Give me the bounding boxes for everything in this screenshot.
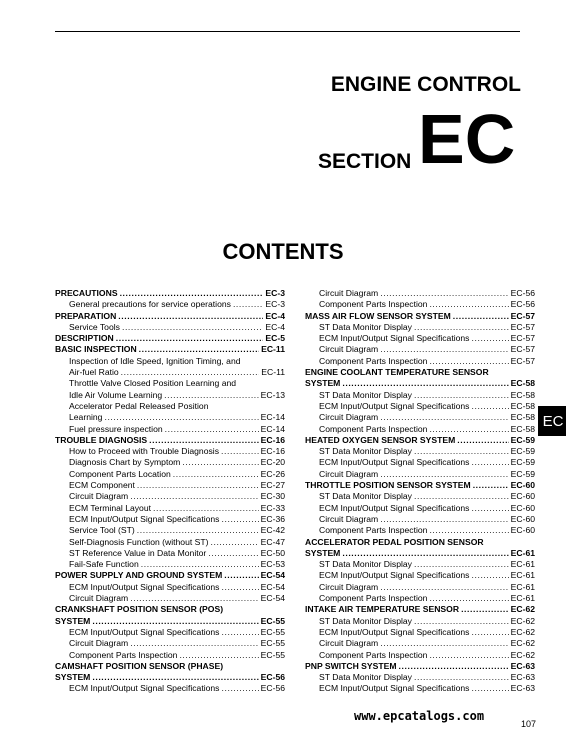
dot-leader <box>414 616 509 627</box>
toc-entry[interactable] <box>305 593 535 604</box>
dot-leader <box>221 627 258 638</box>
toc-entry[interactable] <box>305 683 535 694</box>
toc-entry-title: Circuit Diagram <box>69 491 129 502</box>
toc-entry-title: Air-fuel Ratio <box>69 367 119 378</box>
toc-entry[interactable] <box>55 683 285 694</box>
toc-entry-page: EC-62 <box>510 615 535 626</box>
toc-entry[interactable] <box>305 424 535 435</box>
toc-entry[interactable] <box>305 333 535 344</box>
page-number: 107 <box>521 719 537 729</box>
toc-entry[interactable] <box>55 570 285 581</box>
toc-entry-page: EC-13 <box>260 389 285 400</box>
toc-entry-page: EC-47 <box>260 536 285 547</box>
toc-entry-title: ECM Input/Output Signal Specifications <box>69 513 220 524</box>
toc-entry-page: EC-14 <box>260 423 285 434</box>
toc-entry-title: PREPARATION <box>55 310 117 321</box>
toc-entry-title: Component Parts Inspection <box>319 299 428 310</box>
dot-leader <box>165 424 259 435</box>
toc-entry[interactable] <box>305 367 535 378</box>
toc-entry-page: EC-11 <box>261 367 285 378</box>
toc-entry-title: General precautions for service operations <box>69 299 231 310</box>
dot-leader <box>380 469 508 480</box>
toc-entry[interactable] <box>55 401 285 412</box>
toc-entry-page: EC-58 <box>510 389 535 400</box>
toc-entry-title: ST Reference Value in Data Monitor <box>69 547 207 558</box>
section-label: SECTION <box>318 150 412 173</box>
toc-entry-title: ST Data Monitor Display <box>319 615 412 626</box>
dot-leader <box>221 446 259 457</box>
dot-leader <box>120 288 264 299</box>
toc-entry[interactable] <box>55 503 285 514</box>
toc-entry-page: EC-60 <box>510 525 535 536</box>
dot-leader <box>92 672 258 683</box>
toc-entry-title: MASS AIR FLOW SENSOR SYSTEM <box>305 310 451 321</box>
dot-leader <box>130 593 258 604</box>
toc-entry-title: ACCELERATOR PEDAL POSITION SENSOR <box>305 536 484 547</box>
dot-leader <box>221 683 258 694</box>
toc-entry-title: ST Data Monitor Display <box>319 446 412 457</box>
dot-leader <box>116 333 264 344</box>
dot-leader <box>380 412 508 423</box>
toc-entry-page: EC-14 <box>260 412 285 423</box>
toc-entry[interactable] <box>305 638 535 649</box>
toc-entry-title: ENGINE COOLANT TEMPERATURE SENSOR <box>305 367 489 378</box>
toc-entry-page: EC-54 <box>260 593 285 604</box>
toc-entry-title: DESCRIPTION <box>55 333 114 344</box>
toc-entry-title: TROUBLE DIAGNOSIS <box>55 434 148 445</box>
dot-leader <box>224 570 258 581</box>
toc-entry-page: EC-56 <box>510 299 535 310</box>
dot-leader <box>221 582 258 593</box>
toc-entry[interactable] <box>305 469 535 480</box>
toc-entry-page: EC-61 <box>510 559 535 570</box>
toc-entry-page: EC-63 <box>510 683 535 694</box>
toc-entry-title: Learning <box>69 412 103 423</box>
dot-leader <box>92 616 258 627</box>
toc-entry-page: EC-55 <box>260 638 285 649</box>
toc-entry-page: EC-33 <box>260 502 285 513</box>
toc-entry-page: EC-58 <box>510 378 535 389</box>
toc-entry-page: EC-59 <box>510 468 535 479</box>
dot-leader <box>429 299 508 310</box>
dot-leader <box>471 503 508 514</box>
toc-entry-title: Fuel pressure inspection <box>69 423 163 434</box>
toc-entry[interactable] <box>55 582 285 593</box>
toc-entry[interactable] <box>305 548 535 559</box>
toc-entry-page: EC-59 <box>510 446 535 457</box>
toc-entry-page: EC-55 <box>260 649 285 660</box>
toc-entry-title: Component Parts Inspection <box>319 649 428 660</box>
toc-entry[interactable] <box>55 344 285 355</box>
toc-entry[interactable] <box>305 356 535 367</box>
dot-leader <box>137 525 259 536</box>
toc-entry-title: Circuit Diagram <box>319 581 379 592</box>
toc-entry[interactable] <box>305 412 535 423</box>
dot-leader <box>414 559 509 570</box>
toc-entry[interactable] <box>55 390 285 401</box>
dot-leader <box>118 311 263 322</box>
dot-leader <box>380 638 508 649</box>
toc-entry-title: Service Tool (ST) <box>69 525 135 536</box>
toc-entry-title: Circuit Diagram <box>319 468 379 479</box>
toc-entry[interactable] <box>55 537 285 548</box>
toc-entry[interactable] <box>305 390 535 401</box>
dot-leader <box>414 672 509 683</box>
toc-entry-title: ECM Input/Output Signal Specifications <box>319 333 470 344</box>
toc-entry-title: ECM Input/Output Signal Specifications <box>319 683 470 694</box>
toc-entry[interactable] <box>55 311 285 322</box>
dot-leader <box>153 503 259 514</box>
toc-entry-title: ECM Terminal Layout <box>69 502 151 513</box>
toc-entry-title: ST Data Monitor Display <box>319 321 412 332</box>
toc-entry-title: Fail-Safe Function <box>69 559 139 570</box>
toc-entry-title: ECM Component <box>69 480 135 491</box>
toc-entry-page: EC-4 <box>265 321 285 332</box>
toc-entry[interactable] <box>55 435 285 446</box>
dot-leader <box>179 650 258 661</box>
toc-entry[interactable] <box>55 548 285 559</box>
toc-entry-title: THROTTLE POSITION SENSOR SYSTEM <box>305 480 471 491</box>
dot-leader <box>429 356 508 367</box>
toc-entry-title: Component Parts Location <box>69 468 171 479</box>
toc-entry-page: EC-56 <box>510 288 535 298</box>
toc-right-column <box>305 288 535 695</box>
dot-leader <box>139 344 259 355</box>
toc-entry-title: SYSTEM <box>55 672 91 683</box>
dot-leader <box>342 378 508 389</box>
toc-entry[interactable] <box>305 378 535 389</box>
dot-leader <box>471 457 508 468</box>
toc-entry-title: BASIC INSPECTION <box>55 344 137 355</box>
toc-entry-title: Circuit Diagram <box>319 638 379 649</box>
dot-leader <box>429 424 508 435</box>
toc-entry-page: EC-3 <box>265 288 285 298</box>
dot-leader <box>461 604 509 615</box>
dot-leader <box>221 514 258 525</box>
toc-entry[interactable] <box>305 503 535 514</box>
toc-entry[interactable] <box>305 582 535 593</box>
toc-entry[interactable] <box>305 435 535 446</box>
toc-entry-title: ECM Input/Output Signal Specifications <box>69 626 220 637</box>
toc-entry-title: Circuit Diagram <box>319 288 379 298</box>
toc-entry-page: EC-26 <box>260 468 285 479</box>
dot-leader <box>471 570 508 581</box>
section-code: EC <box>418 100 516 178</box>
dot-leader <box>471 333 508 344</box>
toc-entry-page: EC-60 <box>510 502 535 513</box>
toc-entry[interactable] <box>55 356 285 367</box>
toc-entry[interactable] <box>305 311 535 322</box>
dot-leader <box>429 593 508 604</box>
toc-entry-title: INTAKE AIR TEMPERATURE SENSOR <box>305 604 460 615</box>
toc-entry[interactable] <box>305 604 535 615</box>
dot-leader <box>414 322 509 333</box>
toc-entry-page: EC-62 <box>510 626 535 637</box>
toc-entry-title: ECM Input/Output Signal Specifications <box>319 400 470 411</box>
toc-entry[interactable] <box>55 288 285 299</box>
toc-entry[interactable] <box>305 661 535 672</box>
toc-entry-title: Inspection of Idle Speed, Ignition Timing, and <box>69 355 241 366</box>
toc-entry[interactable] <box>305 288 535 299</box>
toc-entry-title: SYSTEM <box>305 547 341 558</box>
section-tab: EC <box>538 406 566 436</box>
toc-entry-page: EC-3 <box>265 299 285 310</box>
toc-entry-title: How to Proceed with Trouble Diagnosis <box>69 446 219 457</box>
dot-leader <box>453 311 509 322</box>
toc-entry[interactable] <box>55 672 285 683</box>
toc-entry-page: EC-4 <box>265 310 285 321</box>
toc-entry-page: EC-62 <box>510 604 535 615</box>
dot-leader <box>104 412 258 423</box>
toc-entry-title: Service Tools <box>69 321 120 332</box>
dot-leader <box>182 457 258 468</box>
toc-entry-page: EC-55 <box>260 615 285 626</box>
toc-entry[interactable] <box>55 491 285 502</box>
toc-entry-page: EC-58 <box>510 423 535 434</box>
toc-entry-page: EC-61 <box>510 547 535 558</box>
toc-entry-page: EC-61 <box>510 570 535 581</box>
toc-entry-title: SYSTEM <box>55 615 91 626</box>
toc-entry-page: EC-20 <box>260 457 285 468</box>
toc-entry-title: ECM Input/Output Signal Specifications <box>319 502 470 513</box>
toc-entry-page: EC-59 <box>510 434 535 445</box>
dot-leader <box>473 480 509 491</box>
toc-entry-page: EC-60 <box>510 491 535 502</box>
toc-entry-page: EC-58 <box>510 412 535 423</box>
toc-entry[interactable] <box>305 627 535 638</box>
dot-leader <box>130 491 258 502</box>
toc-entry-title: ECM Input/Output Signal Specifications <box>69 581 220 592</box>
toc-entry-title: Component Parts Inspection <box>319 355 428 366</box>
toc-entry-page: EC-56 <box>260 672 285 683</box>
dot-leader <box>380 514 508 525</box>
dot-leader <box>457 435 508 446</box>
toc-entry[interactable] <box>55 638 285 649</box>
toc-entry[interactable] <box>305 514 535 525</box>
dot-leader <box>137 480 259 491</box>
toc-entry[interactable] <box>55 299 285 310</box>
toc-entry-page: EC-56 <box>260 683 285 694</box>
dot-leader <box>210 537 258 548</box>
toc-entry[interactable] <box>305 616 535 627</box>
toc-entry-page: EC-54 <box>260 570 285 581</box>
toc-entry-title: ECM Input/Output Signal Specifications <box>319 457 470 468</box>
dot-leader <box>121 367 260 378</box>
dot-leader <box>208 548 258 559</box>
toc-entry-title: Circuit Diagram <box>69 593 129 604</box>
toc-entry-page: EC-59 <box>510 457 535 468</box>
toc-entry[interactable] <box>55 604 285 615</box>
dot-leader <box>149 435 258 446</box>
toc-entry-page: EC-16 <box>260 434 285 445</box>
toc-entry[interactable] <box>305 559 535 570</box>
toc-entry[interactable] <box>305 401 535 412</box>
toc-entry-page: EC-42 <box>260 525 285 536</box>
toc-entry[interactable] <box>55 412 285 423</box>
toc-entry-page: EC-55 <box>260 626 285 637</box>
toc-entry[interactable] <box>305 525 535 536</box>
toc-entry[interactable] <box>305 299 535 310</box>
toc-entry[interactable] <box>55 480 285 491</box>
toc-entry-title: ST Data Monitor Display <box>319 491 412 502</box>
dot-leader <box>130 638 258 649</box>
toc-entry-page: EC-61 <box>510 593 535 604</box>
toc-entry-page: EC-30 <box>260 491 285 502</box>
toc-entry-page: EC-61 <box>510 581 535 592</box>
dot-leader <box>399 661 509 672</box>
dot-leader <box>164 390 258 401</box>
toc-entry-title: Circuit Diagram <box>319 344 379 355</box>
toc-entry[interactable] <box>55 446 285 457</box>
toc-entry-page: EC-11 <box>261 344 285 355</box>
toc-entry-title: Throttle Valve Closed Position Learning and <box>69 378 237 389</box>
toc-entry-page: EC-57 <box>510 310 535 321</box>
toc-entry-page: EC-54 <box>260 581 285 592</box>
dot-leader <box>471 401 508 412</box>
dot-leader <box>429 650 508 661</box>
toc-entry-page: EC-50 <box>260 547 285 558</box>
toc-entry[interactable] <box>55 627 285 638</box>
toc-entry[interactable] <box>55 367 285 378</box>
dot-leader <box>380 582 508 593</box>
dot-leader <box>173 469 259 480</box>
toc-entry[interactable] <box>305 672 535 683</box>
toc-entry-page: EC-63 <box>510 672 535 683</box>
toc-entry[interactable] <box>305 446 535 457</box>
toc-entry-page: EC-57 <box>510 355 535 366</box>
toc-entry-title: Accelerator Pedal Released Position <box>69 400 209 411</box>
toc-entry-title: ST Data Monitor Display <box>319 559 412 570</box>
toc-entry-page: EC-62 <box>510 649 535 660</box>
toc-entry-title: Self-Diagnosis Function (without ST) <box>69 536 209 547</box>
toc-entry[interactable] <box>55 593 285 604</box>
toc-entry-page: EC-63 <box>510 660 535 671</box>
toc-entry-page: EC-60 <box>510 513 535 524</box>
toc-entry-title: ECM Input/Output Signal Specifications <box>69 683 220 694</box>
toc-entry-title: POWER SUPPLY AND GROUND SYSTEM <box>55 570 223 581</box>
toc-entry-page: EC-57 <box>510 344 535 355</box>
toc-entry[interactable] <box>55 333 285 344</box>
watermark: www.epcatalogs.com <box>354 709 485 723</box>
toc-entry[interactable] <box>55 424 285 435</box>
toc-entry[interactable] <box>55 378 285 389</box>
toc-entry-title: Component Parts Inspection <box>69 649 178 660</box>
dot-leader <box>429 525 508 536</box>
toc-entry[interactable] <box>305 457 535 468</box>
toc-entry-title: Circuit Diagram <box>319 513 379 524</box>
toc-entry-page: EC-27 <box>260 480 285 491</box>
toc-entry-title: Circuit Diagram <box>319 412 379 423</box>
toc-entry-page: EC-62 <box>510 638 535 649</box>
toc-entry-page: EC-60 <box>510 480 535 491</box>
top-rule <box>55 31 520 32</box>
toc-entry-title: HEATED OXYGEN SENSOR SYSTEM <box>305 434 456 445</box>
toc-entry[interactable] <box>55 525 285 536</box>
toc-entry-page: EC-5 <box>265 333 285 344</box>
dot-leader <box>141 559 259 570</box>
toc-entry-title: CRANKSHAFT POSITION SENSOR (POS) <box>55 604 224 615</box>
toc-entry-page: EC-36 <box>260 513 285 524</box>
document-title: ENGINE CONTROL <box>330 73 521 96</box>
toc-entry-title: Circuit Diagram <box>69 638 129 649</box>
dot-leader <box>122 322 263 333</box>
toc-entry-title: ECM Input/Output Signal Specifications <box>319 570 470 581</box>
toc-entry[interactable] <box>305 537 535 548</box>
toc-entry-title: Idle Air Volume Learning <box>69 389 163 400</box>
toc-entry-title: Component Parts Inspection <box>319 423 428 434</box>
toc-entry[interactable] <box>55 616 285 627</box>
toc-entry[interactable] <box>55 514 285 525</box>
toc-entry[interactable] <box>305 480 535 491</box>
toc-entry-title: ECM Input/Output Signal Specifications <box>319 626 470 637</box>
dot-leader <box>414 491 509 502</box>
toc-entry[interactable] <box>55 661 285 672</box>
toc-entry-title: Diagnosis Chart by Symptom <box>69 457 181 468</box>
toc-entry[interactable] <box>55 457 285 468</box>
toc-entry-page: EC-16 <box>260 446 285 457</box>
dot-leader <box>471 683 508 694</box>
toc-entry-title: Component Parts Inspection <box>319 525 428 536</box>
dot-leader <box>342 548 508 559</box>
dot-leader <box>414 446 509 457</box>
toc-entry-title: SYSTEM <box>305 378 341 389</box>
toc-entry[interactable] <box>55 559 285 570</box>
toc-entry[interactable] <box>55 469 285 480</box>
dot-leader <box>380 288 508 299</box>
toc-entry-title: CAMSHAFT POSITION SENSOR (PHASE) <box>55 660 224 671</box>
toc-entry-page: EC-58 <box>510 400 535 411</box>
toc-entry-title: ST Data Monitor Display <box>319 672 412 683</box>
dot-leader <box>380 344 508 355</box>
toc-entry[interactable] <box>55 650 285 661</box>
toc-entry[interactable] <box>305 344 535 355</box>
toc-entry[interactable] <box>55 322 285 333</box>
toc-entry-title: PRECAUTIONS <box>55 288 118 298</box>
toc-entry[interactable] <box>305 650 535 661</box>
toc-entry-title: Component Parts Inspection <box>319 593 428 604</box>
toc-entry-title: PNP SWITCH SYSTEM <box>305 660 397 671</box>
toc-entry-title: ST Data Monitor Display <box>319 389 412 400</box>
dot-leader <box>471 627 508 638</box>
toc-left-column <box>55 288 285 695</box>
toc-entry[interactable] <box>305 570 535 581</box>
dot-leader <box>233 299 263 310</box>
toc-entry-page: EC-57 <box>510 333 535 344</box>
dot-leader <box>414 390 509 401</box>
toc-entry[interactable] <box>305 322 535 333</box>
toc-entry-page: EC-57 <box>510 321 535 332</box>
contents-heading: CONTENTS <box>222 239 344 264</box>
toc-entry[interactable] <box>305 491 535 502</box>
toc-entry-page: EC-53 <box>260 559 285 570</box>
